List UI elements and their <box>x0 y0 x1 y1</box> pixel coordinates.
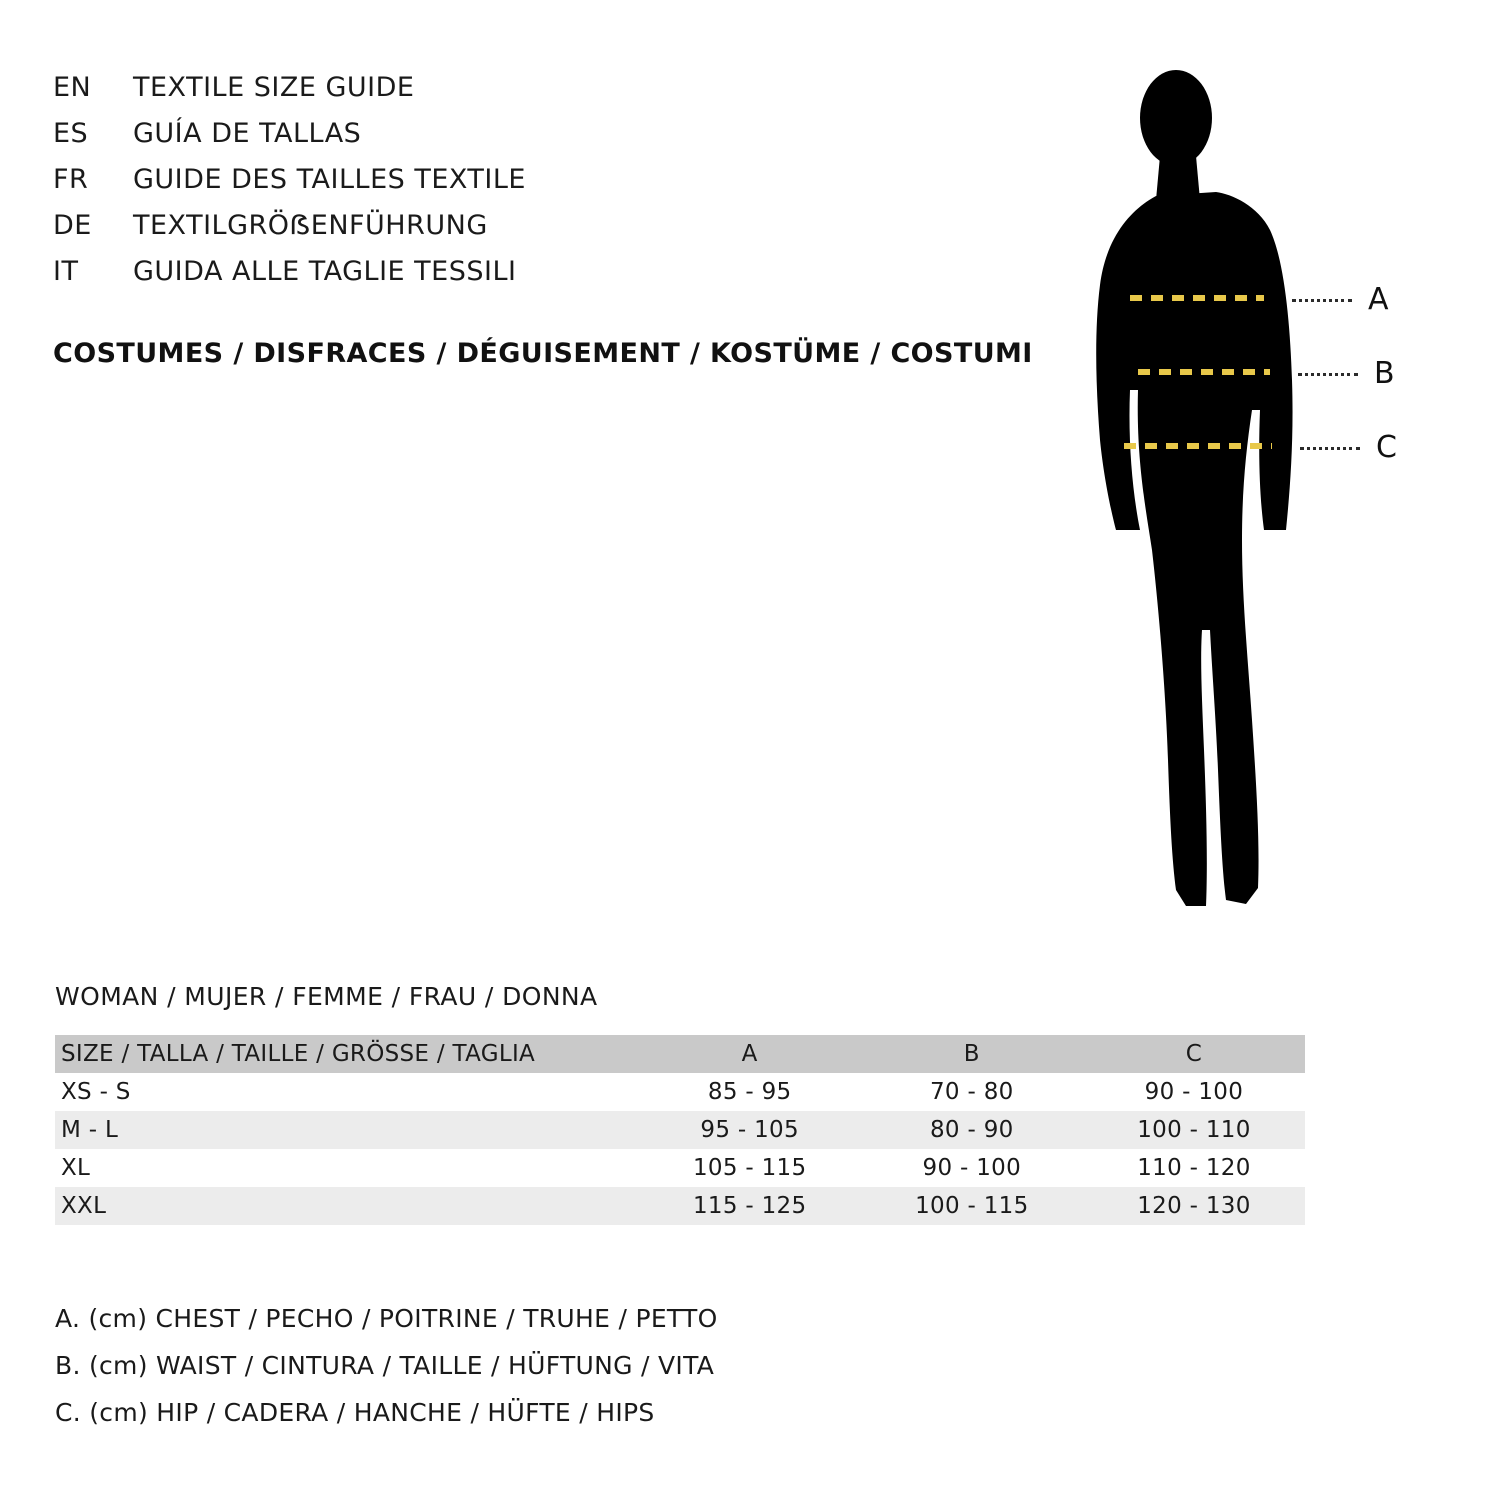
language-code-de: DE <box>53 210 92 241</box>
language-row-es <box>53 118 753 164</box>
cell-size: XL <box>61 1155 91 1181</box>
cell-c: 100 - 110 <box>1137 1117 1251 1143</box>
cell-b: 90 - 100 <box>922 1155 1022 1181</box>
silhouette-icon <box>1096 70 1292 906</box>
language-text-de: TEXTILGRÖẞENFÜHRUNG <box>133 210 488 241</box>
header-b: B <box>861 1035 1083 1073</box>
cell-a: 115 - 125 <box>692 1193 807 1219</box>
table-header-row <box>55 1035 1305 1073</box>
legend-c: C. (cm) HIP / CADERA / HANCHE / HÜFTE / HIPS <box>55 1398 655 1427</box>
language-text-fr: GUIDE DES TAILLES TEXTILE <box>133 164 526 195</box>
marker-a-label: A <box>1368 282 1389 317</box>
language-code-es: ES <box>53 118 89 149</box>
language-code-en: EN <box>53 72 92 103</box>
cell-b: 70 - 80 <box>930 1079 1014 1105</box>
header-c: C <box>1083 1035 1305 1073</box>
table-caption: WOMAN / MUJER / FEMME / FRAU / DONNA <box>55 982 598 1011</box>
language-row-de <box>53 210 753 256</box>
language-text-it: GUIDA ALLE TAGLIE TESSILI <box>133 256 517 287</box>
measurement-legend <box>55 1295 955 1436</box>
cell-c: 90 - 100 <box>1144 1079 1244 1105</box>
language-row-it <box>53 256 753 302</box>
language-text-en: TEXTILE SIZE GUIDE <box>133 72 415 103</box>
marker-b <box>1298 356 1395 391</box>
marker-c-leader <box>1300 447 1360 450</box>
cell-c: 110 - 120 <box>1137 1155 1251 1181</box>
table-row <box>55 1111 1305 1149</box>
costumes-heading: COSTUMES / DISFRACES / DÉGUISEMENT / KOSTÜME / COSTUMI <box>53 338 1033 369</box>
marker-c-label: C <box>1376 430 1397 465</box>
cell-a: 85 - 95 <box>707 1079 792 1105</box>
language-list <box>53 72 753 302</box>
table-row <box>55 1073 1305 1111</box>
cell-size: XS - S <box>61 1079 131 1105</box>
language-row-fr <box>53 164 753 210</box>
legend-b: B. (cm) WAIST / CINTURA / TAILLE / HÜFTUNG / VITA <box>55 1351 715 1380</box>
header-a: A <box>639 1035 861 1073</box>
language-code-it: IT <box>53 256 79 287</box>
language-code-fr: FR <box>53 164 89 195</box>
language-text-es: GUÍA DE TALLAS <box>133 118 362 149</box>
marker-a <box>1292 282 1389 317</box>
legend-a: A. (cm) CHEST / PECHO / POITRINE / TRUHE / PETTO <box>55 1304 718 1333</box>
cell-b: 80 - 90 <box>930 1117 1014 1143</box>
cell-size: M - L <box>61 1117 119 1143</box>
marker-a-leader <box>1292 299 1352 302</box>
marker-b-leader <box>1298 373 1358 376</box>
size-table <box>55 1035 1305 1225</box>
marker-b-label: B <box>1374 356 1395 391</box>
female-silhouette-figure <box>1020 60 1440 940</box>
marker-c <box>1300 430 1397 465</box>
cell-a: 95 - 105 <box>700 1117 799 1143</box>
table-row <box>55 1187 1305 1225</box>
cell-size: XXL <box>61 1193 107 1219</box>
cell-a: 105 - 115 <box>692 1155 807 1181</box>
language-row-en <box>53 72 753 118</box>
cell-b: 100 - 115 <box>915 1193 1029 1219</box>
table-row <box>55 1149 1305 1187</box>
header-size: SIZE / TALLA / TAILLE / GRÖSSE / TAGLIA <box>55 1035 639 1073</box>
cell-c: 120 - 130 <box>1137 1193 1251 1219</box>
